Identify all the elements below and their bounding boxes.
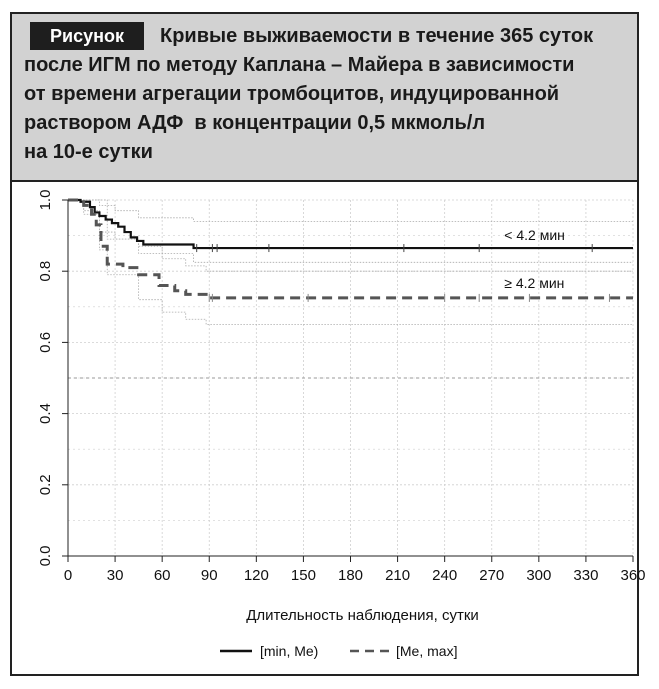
x-tick-label: 240	[432, 567, 458, 584]
x-tick-label: 360	[620, 567, 646, 584]
caption-text	[24, 22, 629, 167]
x-tick-label: 300	[526, 567, 552, 584]
x-tick-label: 180	[337, 567, 364, 584]
y-tick-label: 0.8	[37, 260, 54, 282]
figure-badge: Рисунок	[30, 22, 144, 50]
figure	[10, 12, 646, 676]
figure-caption	[12, 14, 637, 182]
series-label-long: ≥ 4.2 мин	[504, 274, 565, 291]
survival-chart	[12, 182, 646, 674]
legend	[220, 643, 457, 659]
y-tick-label: 0.0	[37, 545, 54, 567]
y-tick-label: 0.6	[37, 331, 54, 353]
series-label-short: < 4.2 мин	[504, 227, 565, 244]
caption-line: от времени агрегации тромбоцитов, индуцированной	[24, 83, 560, 105]
x-tick-label: 330	[573, 567, 599, 584]
caption-line: после ИГМ по методу Каплана – Майера в зависимости	[24, 54, 575, 76]
series-labels	[504, 227, 565, 291]
x-tick-label: 210	[385, 567, 411, 584]
caption-line: на 10-е сутки	[24, 141, 153, 163]
x-tick-label: 30	[106, 567, 124, 584]
x-tick-label: 120	[243, 567, 269, 584]
caption-line: раствором АДФ в концентрации 0,5 мкмоль/л	[24, 112, 486, 134]
caption-line: Кривые выживаемости в течение 365 суток	[160, 25, 594, 47]
x-tick-label: 60	[153, 567, 171, 584]
x-tick-label: 270	[479, 567, 505, 584]
ci-band-short	[68, 200, 633, 221]
x-tick-label: 90	[200, 567, 218, 584]
legend-label-me-max: [Me, max]	[396, 643, 458, 659]
x-axis-label: Длительность наблюдения, сутки	[246, 607, 479, 624]
legend-label-min-me: [min, Me)	[260, 643, 319, 659]
y-tick-label: 1.0	[37, 189, 54, 211]
y-tick-label: 0.4	[37, 403, 54, 425]
x-tick-label: 0	[63, 567, 73, 584]
y-tick-label: 0.2	[37, 474, 54, 496]
x-tick-label: 150	[290, 567, 316, 584]
